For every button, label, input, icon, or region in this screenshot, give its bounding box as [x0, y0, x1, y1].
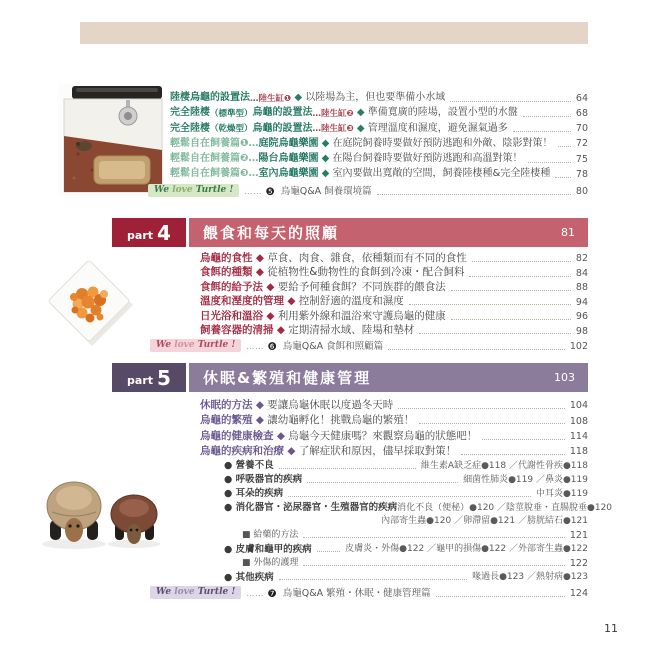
- part3-toc-list: [154, 92, 588, 198]
- toc-row: [200, 266, 588, 279]
- toc-text-segment: ● 消化器官・泌尿器官・生殖器官的疾病: [224, 502, 398, 514]
- toc-row: [170, 92, 588, 105]
- toc-text-segment: ● 營養不良: [224, 460, 274, 472]
- part5-label-box: [112, 363, 186, 392]
- toc-text-segment: …陸生缸❸: [312, 124, 354, 135]
- part5-header: [112, 363, 588, 392]
- toc-text-segment: （標準型）: [210, 109, 253, 120]
- toc-text-segment: 輕鬆自在飼養篇❶: [170, 137, 249, 149]
- toc-text-segment: 輕鬆自在飼養篇❸: [170, 168, 249, 180]
- leader-dots: ……: [246, 341, 265, 351]
- reference-text: 細菌性肺炎●119 ／鼻炎●119: [463, 474, 588, 485]
- toc-text-segment: ◆: [252, 414, 268, 427]
- toc-text-segment: ◆: [318, 137, 333, 149]
- toc-row: [200, 295, 588, 308]
- page-number: 121: [569, 529, 588, 541]
- toc-text-segment: 讓幼龜孵化！挑戰烏龜的繁殖！: [267, 414, 415, 427]
- qa-label: 烏龜Q&A 繁殖・休眠・健康管理篇: [282, 587, 431, 599]
- toc-text-segment: 陸棲烏龜的設置法: [170, 92, 250, 103]
- toc-row: [200, 310, 588, 323]
- reference-text: 維生素A缺乏症●118 ／代謝性骨疾●118: [420, 460, 588, 471]
- toc-text-segment: ◆: [263, 280, 278, 293]
- dotted-leader: [472, 261, 571, 262]
- page-number: 88: [575, 282, 588, 294]
- part5-title-bar: [189, 363, 588, 392]
- toc-text-segment: ◆: [284, 295, 299, 308]
- leader-dots: ……: [244, 186, 263, 196]
- page-number: 124: [569, 587, 588, 599]
- toc-text-segment: …: [248, 137, 259, 149]
- toc-row: [200, 414, 588, 427]
- page-number: 68: [575, 107, 588, 119]
- two-turtles-photo: [12, 460, 167, 568]
- toc-row: [200, 544, 588, 556]
- toc-row: [170, 168, 588, 181]
- part-label: part: [127, 229, 154, 242]
- folio-page-number: 11: [604, 622, 618, 635]
- toc-text-segment: love: [174, 586, 195, 597]
- dotted-leader: [461, 454, 565, 455]
- dotted-leader: [303, 537, 564, 538]
- dotted-leader: [398, 408, 565, 409]
- toc-row: [200, 474, 588, 486]
- page-number: 114: [569, 430, 588, 442]
- toc-text-segment: 在陽台飼養時要做好預防逃跑和高溫對策！: [332, 153, 523, 165]
- part4-toc-list: [156, 252, 588, 353]
- toc-text-segment: 要讓烏龜休眠以度過冬天時: [267, 399, 394, 411]
- toc-text-segment: We: [156, 586, 175, 597]
- dotted-leader: [469, 276, 570, 277]
- toc-text-segment: 休眠的方法: [200, 399, 253, 411]
- page-number: 94: [575, 296, 588, 308]
- dotted-leader: [409, 304, 571, 305]
- page-number: 102: [569, 341, 588, 353]
- toc-text-segment: …: [248, 153, 259, 165]
- part5-start-page: 103: [554, 371, 575, 384]
- toc-text-segment: 食餌的給予法: [200, 280, 263, 293]
- toc-text-segment: （乾燥型）: [210, 124, 253, 135]
- qa-number: ❼: [267, 587, 277, 600]
- toc-text-segment: 室內要做出寬敞的空間，飼養陸棲種&完全陸棲種: [332, 168, 551, 180]
- dotted-leader: [377, 194, 571, 195]
- toc-text-segment: 烏龜的疾病和治療: [200, 444, 284, 457]
- part-number: 5: [157, 366, 171, 390]
- toc-text-segment: Turtle !: [194, 586, 236, 597]
- toc-text-segment: love: [174, 339, 195, 350]
- dotted-leader: [388, 349, 565, 350]
- toc-text-segment: ◆: [291, 92, 306, 103]
- part4-title-bar: [189, 218, 588, 247]
- dotted-leader: [288, 496, 531, 497]
- part4-label-box: [112, 218, 186, 247]
- part-label: part: [127, 374, 154, 387]
- toc-text-segment: 管理溫度和濕度，避免濕氣過多: [367, 122, 508, 134]
- toc-qa-row: [150, 586, 588, 600]
- toc-text-segment: ◆: [353, 107, 368, 119]
- toc-text-segment: 日光浴和溫浴: [200, 309, 263, 322]
- part4-title: 餵食和每天的照顧: [203, 224, 340, 242]
- toc-row: [200, 445, 588, 458]
- toc-row: [200, 399, 588, 412]
- qa-label: 烏龜Q&A 飼養環境篇: [280, 186, 372, 198]
- dotted-leader: [436, 596, 565, 597]
- dotted-leader: [482, 439, 565, 440]
- we-love-turtle-badge: [148, 184, 239, 197]
- toc-text-segment: Turtle !: [192, 184, 234, 195]
- toc-row: [200, 502, 613, 514]
- page-number: 118: [569, 446, 588, 458]
- toc-text-segment: ◆: [318, 168, 333, 180]
- we-love-turtle-badge: [150, 586, 241, 599]
- toc-text-segment: 陽台烏龜樂園: [258, 153, 319, 165]
- dotted-leader: [451, 290, 571, 291]
- toc-qa-row: [150, 339, 588, 353]
- toc-text-segment: 烏龜的健康檢查: [200, 429, 274, 442]
- page-number: 122: [569, 557, 588, 569]
- toc-text-segment: 完全陸棲: [170, 122, 210, 134]
- toc-text-segment: We: [156, 339, 175, 350]
- part-number: 4: [157, 221, 171, 245]
- dotted-leader: [523, 116, 571, 117]
- toc-text-segment: ◆: [318, 153, 333, 165]
- toc-text-segment: 庭院烏龜樂園: [258, 137, 319, 149]
- page-number: 82: [575, 253, 588, 265]
- toc-row: [170, 107, 588, 120]
- toc-text-segment: 烏龜的繁殖: [200, 414, 253, 427]
- toc-text-segment: 完全陸棲: [170, 107, 210, 119]
- toc-row: [200, 252, 588, 265]
- dotted-leader: [279, 468, 416, 469]
- reference-text: 喙過長●123 ／熱射病●123: [472, 572, 588, 583]
- toc-text-segment: 定期清掃水域、陸場和墊材: [288, 324, 415, 337]
- toc-text-segment: 要給予何種食餌？不同族群的餵食法: [277, 280, 446, 293]
- part4-start-page: 81: [561, 226, 575, 239]
- toc-text-segment: 利用紫外線和溫浴來守護烏龜的健康: [277, 309, 446, 322]
- we-love-turtle-badge: [150, 339, 241, 352]
- dotted-leader: [513, 131, 571, 132]
- dotted-leader: [528, 162, 571, 163]
- qa-label: 烏龜Q&A 食餌和照顧篇: [282, 341, 384, 353]
- toc-row: [200, 558, 588, 570]
- qa-number: ❻: [267, 340, 277, 353]
- leader-dots: ……: [246, 588, 265, 598]
- toc-text-segment: 室內烏龜樂園: [258, 168, 319, 180]
- page-number: 64: [575, 92, 588, 104]
- reference-text: 皮膚炎・外傷●122 ／龜甲的損傷●122 ／外部寄生蟲●122: [345, 544, 588, 555]
- page-number: 98: [575, 325, 588, 337]
- top-decoration-bar: [80, 22, 588, 44]
- toc-text-segment: 控制舒適的溫度和濕度: [298, 295, 404, 308]
- part5-toc-list: [156, 399, 613, 600]
- toc-text-segment: We: [154, 184, 173, 195]
- toc-text-segment: 了解症狀和原因，儘早採取對策！: [298, 444, 457, 457]
- toc-text-segment: 烏龜的設置法: [252, 107, 313, 119]
- toc-row: [200, 516, 588, 527]
- toc-text-segment: ◆: [252, 266, 268, 279]
- page-number: 96: [575, 311, 588, 323]
- toc-text-segment: ● 皮膚和龜甲的疾病: [224, 543, 312, 555]
- toc-text-segment: …: [248, 168, 259, 180]
- toc-row: [200, 488, 588, 500]
- toc-row: [200, 460, 588, 472]
- toc-text-segment: ◆: [273, 429, 289, 442]
- toc-text-segment: 從植物性&動物性的食餌到冷凍・配合飼料: [267, 266, 465, 279]
- toc-qa-row: [148, 184, 588, 198]
- toc-text-segment: ● 呼吸器官的疾病: [224, 474, 303, 486]
- toc-text-segment: 飼養容器的清掃: [200, 324, 274, 337]
- toc-row: [170, 138, 588, 151]
- reference-continuation: 內部寄生蟲●120 ／卵滯留●121 ／膀胱結石●121: [381, 516, 588, 527]
- toc-text-segment: 準備寬廣的陸場，設置小型的水盤: [367, 107, 518, 119]
- dotted-leader: [419, 333, 571, 334]
- toc-row: [200, 324, 588, 337]
- dotted-leader: [279, 579, 467, 580]
- toc-row: [200, 430, 588, 443]
- toc-text-segment: 烏龜今天健康嗎？來觀察烏龜的狀態吧！: [288, 429, 478, 442]
- page-number: 78: [575, 169, 588, 181]
- reference-text: 中耳炎●119: [535, 488, 588, 499]
- dotted-leader: [307, 482, 458, 483]
- toc-text-segment: 食餌的種類: [200, 266, 253, 279]
- dotted-leader: [317, 551, 341, 552]
- dotted-leader: [451, 319, 571, 320]
- toc-text-segment: 以陸場為主，但也要準備小水域: [305, 92, 446, 103]
- toc-row: [170, 153, 588, 166]
- toc-text-segment: ◆: [252, 399, 268, 411]
- page-number: 75: [575, 153, 588, 165]
- dotted-leader: [419, 423, 565, 424]
- toc-row: [170, 123, 588, 136]
- toc-text-segment: ■ 給藥的方法: [242, 530, 299, 541]
- toc-text-segment: ◆: [252, 252, 268, 264]
- part4-header: [112, 218, 588, 247]
- toc-text-segment: ◆: [353, 122, 368, 134]
- page-number: 104: [569, 400, 588, 412]
- reference-text: 消化不良（便秘）●120 ／陰莖脫垂・直腸脫垂●120: [397, 502, 613, 513]
- toc-row: [200, 530, 588, 542]
- toc-text-segment: Turtle !: [194, 339, 236, 350]
- qa-number: ❺: [265, 185, 275, 198]
- page-number: 108: [569, 415, 588, 427]
- toc-text-segment: 在庭院飼養時要做好預防逃跑和外敵、陰影對策！: [332, 137, 553, 149]
- part5-title: 休眠&繁殖和健康管理: [203, 369, 372, 387]
- page-number: 84: [575, 267, 588, 279]
- dotted-leader: [558, 146, 571, 147]
- toc-text-segment: 溫度和溼度的管理: [200, 295, 284, 308]
- page-number: 70: [575, 123, 588, 135]
- page-number: 72: [575, 138, 588, 150]
- toc-text-segment: ◆: [273, 324, 289, 337]
- toc-row: [200, 281, 588, 294]
- toc-text-segment: ■ 外傷的護理: [242, 558, 299, 569]
- toc-text-segment: ● 耳朵的疾病: [224, 488, 284, 500]
- toc-text-segment: 輕鬆自在飼養篇❷: [170, 153, 249, 165]
- toc-text-segment: ◆: [284, 444, 299, 457]
- toc-text-segment: …陸生缸❶: [250, 93, 292, 104]
- toc-text-segment: 草食、肉食、雜食，依種類而有不同的食性: [267, 252, 467, 264]
- toc-row: [200, 572, 588, 584]
- toc-text-segment: love: [172, 184, 193, 195]
- dotted-leader: [303, 565, 564, 566]
- page-number: 80: [575, 186, 588, 198]
- terrarium-photo: [58, 84, 164, 196]
- toc-text-segment: 烏龜的食性: [200, 252, 253, 264]
- dotted-leader: [555, 177, 571, 178]
- dotted-leader: [450, 101, 571, 102]
- toc-text-segment: …陸生缸❷: [312, 109, 354, 120]
- toc-text-segment: ● 其他疾病: [224, 571, 274, 583]
- turtle-food-photo: [30, 250, 145, 352]
- toc-text-segment: ◆: [263, 309, 278, 322]
- toc-text-segment: 烏龜的設置法: [252, 122, 313, 134]
